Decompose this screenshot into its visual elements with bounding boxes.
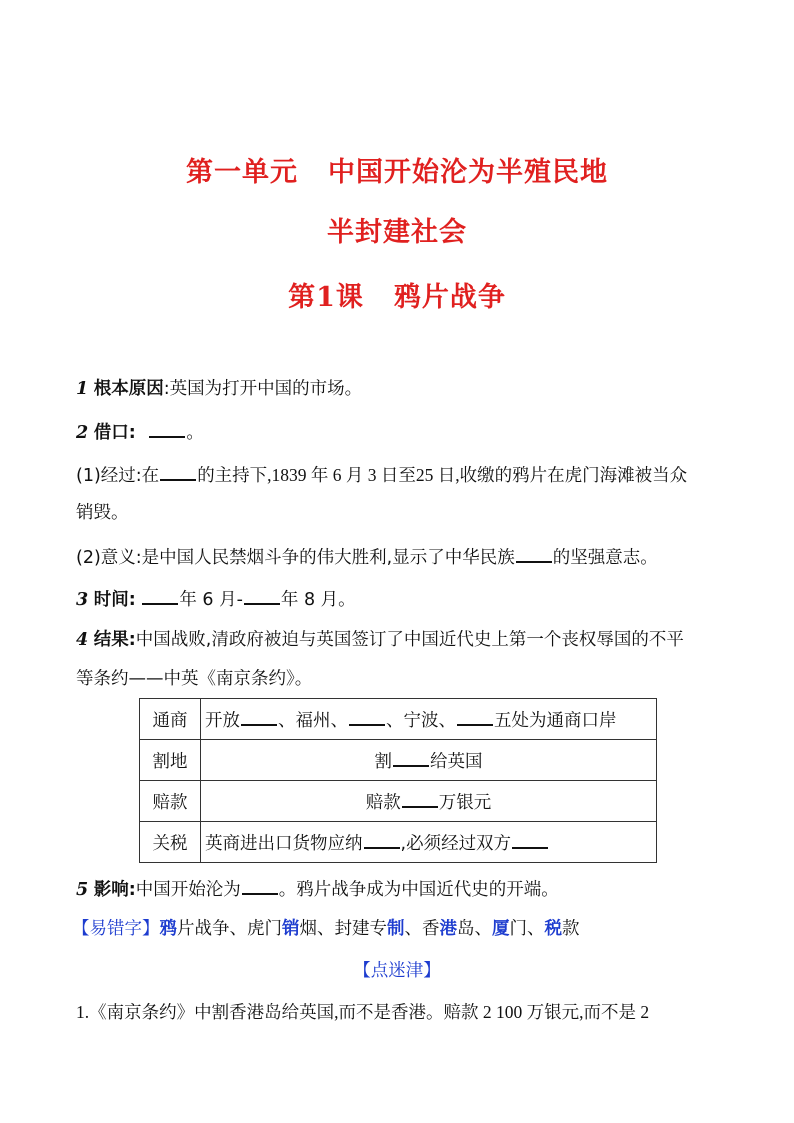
table-key: 割地 [140, 740, 201, 781]
blank[interactable] [349, 706, 385, 726]
item-impact: 5 影响:中国开始沦为 。鸦片战争成为中国近代史的开端。 [76, 875, 559, 903]
blank[interactable] [241, 706, 277, 726]
blank[interactable] [242, 875, 278, 895]
table-row [140, 781, 657, 822]
table-value: 开放 、福州、 、宁波、 五处为通商口岸 [201, 699, 657, 740]
unit-subtitle: 半封建社会 [327, 217, 467, 248]
blank[interactable] [457, 706, 493, 726]
table-key: 赔款 [140, 781, 201, 822]
item-time: 3 时间: 年 6 月- 年 8 月。 [76, 585, 356, 613]
table-row [140, 740, 657, 781]
typo-words: 【易错字】鸦片战争、虎门销烟、封建专制、香港岛、厦门、税款 [72, 919, 580, 939]
blank[interactable] [160, 461, 196, 481]
table-value: 英商进出口货物应纳 ,必须经过双方 [201, 822, 657, 863]
item-process-cont: 销毁。 [76, 503, 129, 523]
blank[interactable] [244, 585, 280, 605]
item-result: 4 结果:中国战败,清政府被迫与英国签订了中国近代史上第一个丧权辱国的不平 [76, 630, 684, 650]
blank[interactable] [142, 585, 178, 605]
table-key: 关税 [140, 822, 201, 863]
blank[interactable] [393, 747, 429, 767]
tips-line: 1.《南京条约》中割香港岛给英国,而不是香港。赔款 2 100 万银元,而不是 2 [76, 1002, 650, 1022]
tips-heading: 【点迷津】 [353, 961, 441, 981]
item-significance: (2)意义:是中国人民禁烟斗争的伟大胜利,显示了中华民族 的坚强意志。 [76, 543, 658, 571]
treaty-table [139, 698, 657, 863]
table-key: 通商 [140, 699, 201, 740]
table-row [140, 822, 657, 863]
lesson-title: 第1课 鸦片战争 [288, 282, 506, 313]
unit-title: 第一单元 中国开始沦为半殖民地 [186, 157, 608, 188]
item-result-cont: 等条约——中英《南京条约》。 [76, 669, 313, 689]
table-row [140, 699, 657, 740]
blank[interactable] [516, 543, 552, 563]
item-process: (1)经过:在 的主持下,1839 年 6 月 3 日至25 日,收缴的鸦片在虎门海滩被当众 [76, 461, 687, 489]
blank[interactable] [149, 418, 185, 438]
blank[interactable] [512, 829, 548, 849]
blank[interactable] [402, 788, 438, 808]
blank[interactable] [364, 829, 400, 849]
table-value: 割 给英国 [201, 740, 657, 781]
item-pretext: 2 借口: 。 [76, 418, 204, 446]
item-root-cause: 1 根本原因:英国为打开中国的市场。 [76, 379, 363, 399]
table-value: 赔款 万银元 [201, 781, 657, 822]
